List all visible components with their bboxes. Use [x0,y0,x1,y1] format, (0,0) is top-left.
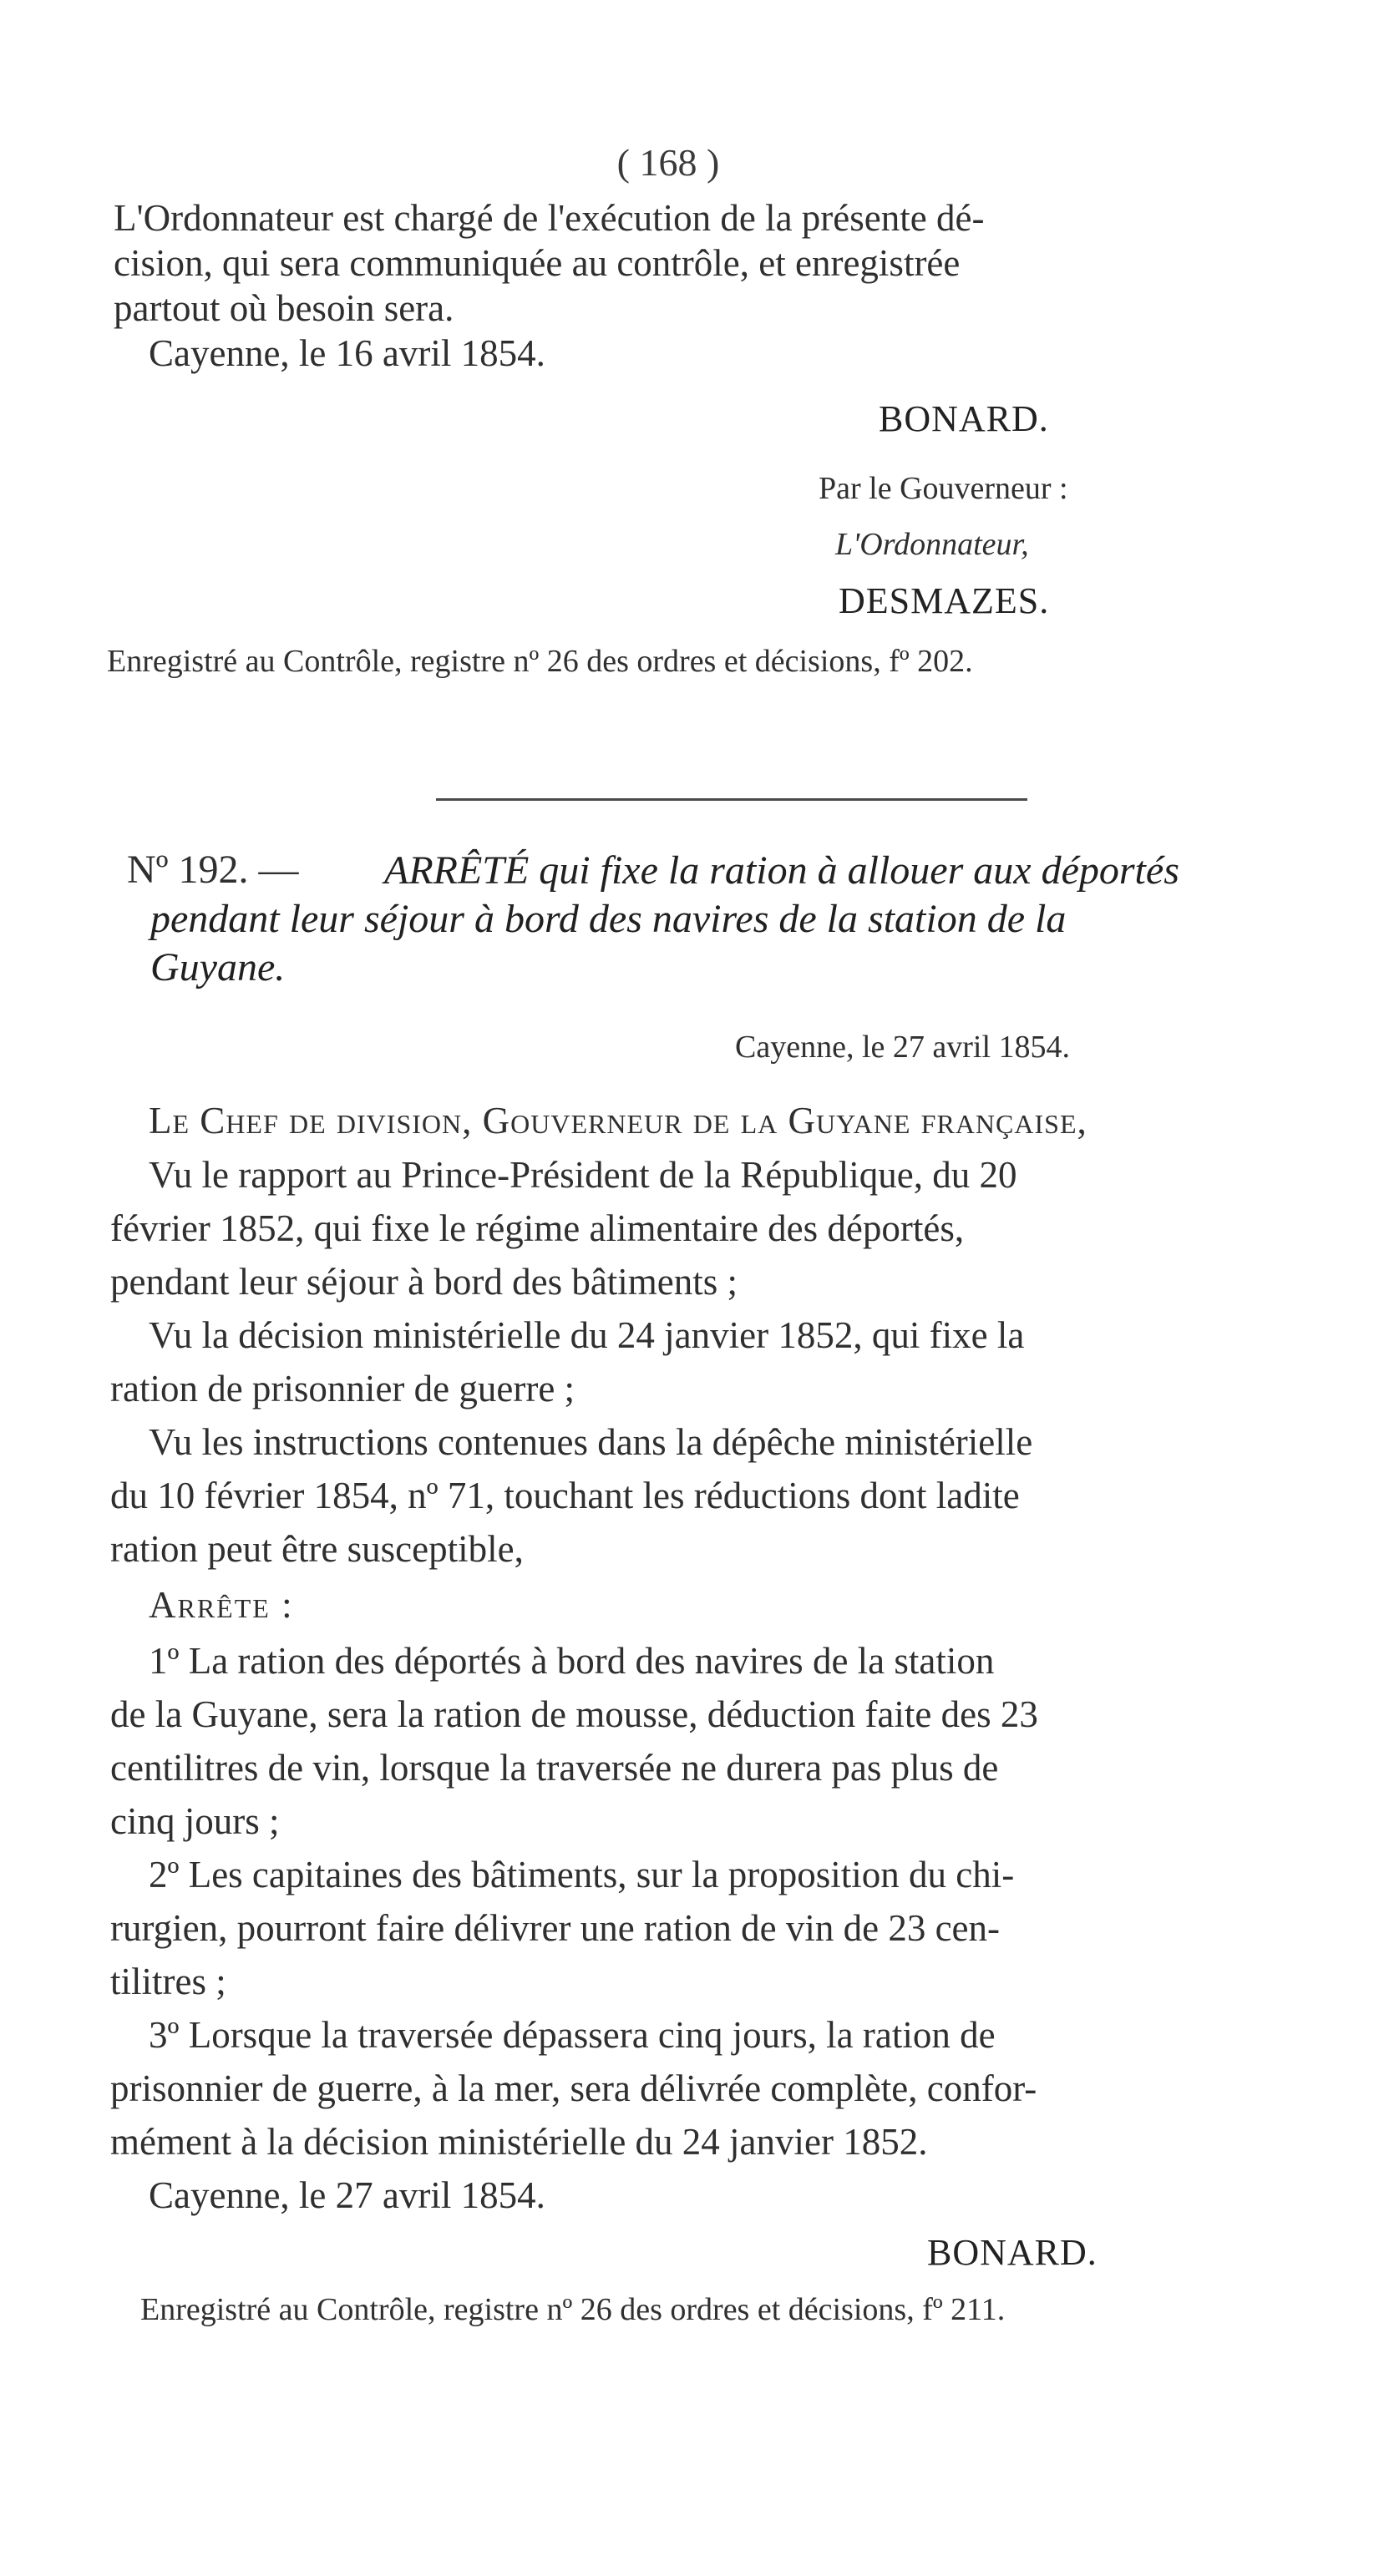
preamble-line-5: Vu la décision ministérielle du 24 janvier 1852, qui fixe la [149,1314,1025,1356]
page-number: ( 168 ) [616,141,720,184]
arrete-dateline: Cayenne, le 27 avril 1854. [735,1030,1071,1065]
arrete-heading [127,848,299,893]
article-line-2: de la Guyane, sera la ration de mousse, déduction faite des 23 [110,1693,1038,1735]
preamble-line-4: pendant leur séjour à bord des bâtiments ; [110,1261,738,1303]
preamble-line-2: Vu le rapport au Prince-Président de la République, du 20 [149,1154,1017,1196]
section-divider [436,798,1027,801]
decision-by-line: Par le Gouverneur : [819,471,1068,506]
arrete-registration: Enregistré au Contrôle, registre nº 26 des ordres et décisions, fº 211. [140,2292,1006,2327]
preamble-line-9: ration peut être susceptible, [110,1528,524,1570]
decision-by-title: L'Ordonnateur, [835,527,1029,562]
article-line-3: centilitres de vin, lorsque la traversée ne durera pas plus de [110,1747,999,1789]
article-line-9: prisonnier de guerre, à la mer, sera délivrée complète, confor- [110,2067,1037,2109]
preamble-line-6: ration de prisonnier de guerre ; [110,1368,575,1409]
arrete-signature: BONARD. [927,2232,1098,2273]
article-line-1: 1º La ration des déportés à bord des navires de la station [149,1640,995,1682]
decision-signature: BONARD. [879,398,1049,439]
article-line-11: Cayenne, le 27 avril 1854. [149,2174,545,2216]
decision-line-3: partout où besoin sera. [114,287,454,329]
decision-place-date: Cayenne, le 16 avril 1854. [149,332,545,374]
arrete-title-line-1: ARRÊTÉ qui fixe la ration à allouer aux déportés [384,848,1179,893]
preamble-line-1: Le Chef de division, Gouverneur de la Guyane française, [149,1100,1087,1141]
decision-by-name: DESMAZES. [839,580,1050,621]
preamble-line-7: Vu les instructions contenues dans la dépêche ministérielle [149,1421,1033,1463]
decision-line-2: cision, qui sera communiquée au contrôle, et enregistrée [114,242,961,284]
article-line-8: 3º Lorsque la traversée dépassera cinq jours, la ration de [149,2014,996,2056]
article-line-7: tilitres ; [110,1961,226,2002]
arrete-title-line-3: Guyane. [150,945,286,989]
decision-registration: Enregistré au Contrôle, registre nº 26 des ordres et décisions, fº 202. [107,644,973,679]
article-line-4: cinq jours ; [110,1800,280,1842]
preamble-line-3: février 1852, qui fixe le régime alimentaire des déportés, [110,1207,965,1249]
article-line-6: rurgien, pourront faire délivrer une ration de vin de 23 cen- [110,1907,1001,1949]
article-line-5: 2º Les capitaines des bâtiments, sur la proposition du chi- [149,1854,1015,1895]
article-line-10: mément à la décision ministérielle du 24 janvier 1852. [110,2121,928,2163]
arrete-label: Arrête : [149,1584,294,1626]
arrete-title-line-2: pendant leur séjour à bord des navires de la station de la [150,897,1067,941]
preamble-line-8: du 10 février 1854, nº 71, touchant les réductions dont ladite [110,1475,1020,1516]
decision-line-1: L'Ordonnateur est chargé de l'exécution de la présente dé- [114,197,985,239]
arrete-number: Nº 192. — [127,848,299,892]
